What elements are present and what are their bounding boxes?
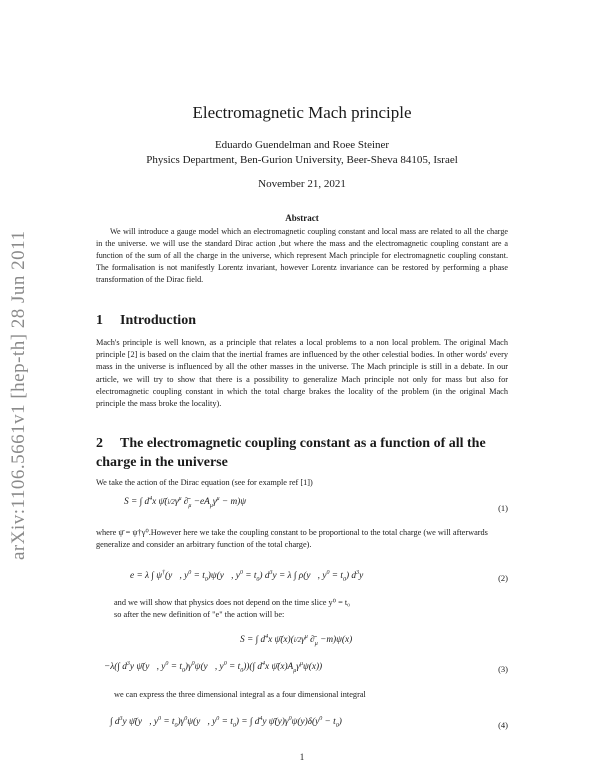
equation-4: ∫ $d^3y$ ψ̄(y⃗, $y^0$ = $t_0)\gamma^0\psi(y⃗$, $y^0 = t_0$) = ∫ $d^4y$ $\psī(y)\gamma^0\psi(y)\delta(y^0 - t_0)$ bbox=[110, 716, 342, 729]
section-1-number: 1 bbox=[96, 313, 103, 328]
equation-3-number: (3) bbox=[498, 664, 508, 674]
section-1-paragraph: Mach's principle is well known, as a principle that relates a local problems to a non local problem. The original Mach principle [2] is based on the claim that the inertial frames are influenced by the other celestial bodies. In other words' every mass in the universe is influenced by all the other masses in the universe. The Mach principle is still in a debate. In our article, we will try to show that there is a possibility to generalize Mach principle not only for mass but also for electromagnetic coupling constant in which the total charge brakes the locality of the problem (in the original Mach principle the mass broke the locality). bbox=[96, 338, 508, 409]
section-1-title: Introduction bbox=[120, 313, 196, 328]
paper-authors: Eduardo Guendelman and Roee Steiner bbox=[214, 139, 390, 151]
section-2-after-eq3: we can express the three dimensional integral as a four dimensional integral bbox=[114, 690, 366, 699]
arxiv-identifier: arXiv:1106.5661v1 [hep-th] 28 Jun 2011 bbox=[8, 230, 29, 560]
section-2-intro: We take the action of the Dirac equation (see for example ref [1]) bbox=[96, 478, 313, 487]
equation-1-number: (1) bbox=[498, 503, 508, 513]
equation-4-number: (4) bbox=[498, 720, 508, 730]
section-2-number: 2 bbox=[96, 436, 103, 451]
paper-date: November 21, 2021 bbox=[258, 178, 346, 190]
paper-affiliation: Physics Department, Ben-Gurion University, Beer-Sheva 84105, Israel bbox=[146, 154, 458, 166]
section-1-heading bbox=[96, 313, 508, 329]
section-2-after-eq2-line2: so after the new definition of "e" the action will be: bbox=[114, 610, 285, 619]
page-number: 1 bbox=[299, 752, 305, 762]
section-2-title: The electromagnetic coupling constant as a function of all the charge in the universe bbox=[96, 436, 486, 470]
section-2-after-eq2-line1: and we will show that physics does not depend on the time slice y⁰ = t₀ bbox=[114, 598, 351, 607]
equation-2-number: (2) bbox=[498, 573, 508, 583]
equation-1: S = ∫ $d^4x$ $\psī(i/2\gamma^\mu$ $\partial̄_\mu -eA_\mu\gamma^\mu - m)\psi$ bbox=[124, 496, 247, 509]
equation-2: e = λ ∫ ψ†(y⃗, $y^0$ = $t_0)\psi(y⃗$, $y^0 = t_0$) $d^3y = \lambda$ ∫ ρ(y⃗, $y^0 = t_0$) $d^3y$ bbox=[130, 570, 364, 583]
abstract-text: We will introduce a gauge model which an electromagnetic coupling constant and local mass are related to all the charge in the universe. we will use the standard Dirac action ,but where the mass and the electromagnetic coupling constant are a function of the sum of all the charge in the universe, which represent Mach principle for electromagnetic coupling constant. The formalisation is not manifestly Lorentz invariant, however Lorentz invariance can be restored by performing a phase transformation of the Dirac field. bbox=[96, 227, 508, 284]
section-2-after-eq1: where ψ̄ = ψ†γ⁰.However here we take the coupling constant to be proportional to the total charge (we will afterwards generalize and consider an arbitrary function of the total charge). bbox=[96, 528, 488, 550]
equation-3-line-1: S = ∫ $d^4x$ $\psī(x)(i/2\gamma^\mu$ $\partial̄_\mu -m)\psi(x)$ bbox=[240, 634, 353, 647]
equation-3-line-2: −λ(∫ $d^3y$ ψ̄(y⃗, $y^0$ = $t_0)\gamma^0\psi(y⃗$, $y^0 = t_0))(\int$ $d^4x$ $\psī(x)A_\mu\gamma^\mu\psi(x)$) bbox=[104, 661, 323, 674]
abstract-heading: Abstract bbox=[285, 213, 319, 223]
paper-title: Electromagnetic Mach principle bbox=[192, 103, 412, 122]
section-2-heading bbox=[96, 434, 508, 472]
